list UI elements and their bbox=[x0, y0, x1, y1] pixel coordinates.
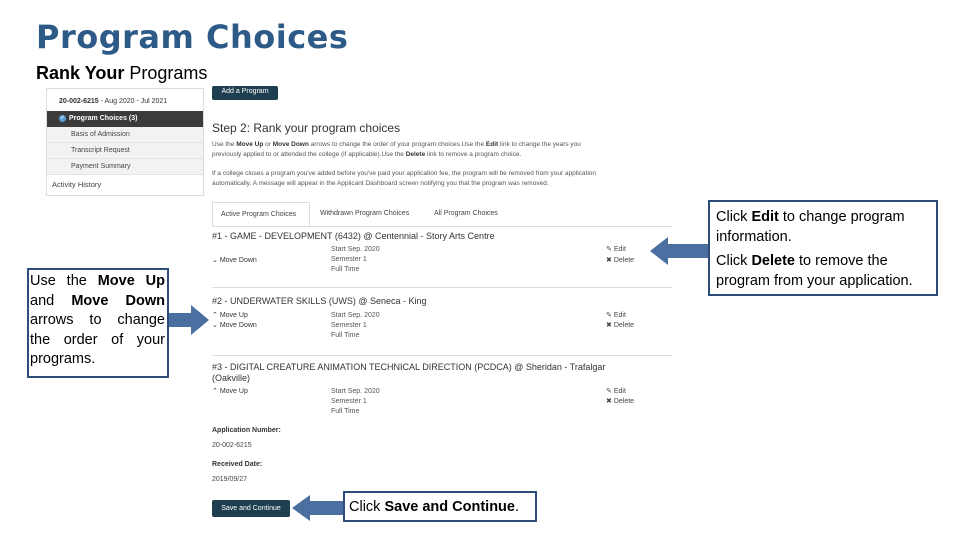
step-title: Step 2: Rank your program choices bbox=[212, 121, 401, 135]
callout-save: Click Save and Continue. bbox=[343, 491, 537, 522]
chevron-down-icon: ⌄ bbox=[212, 257, 218, 264]
tab-withdrawn-program-choices[interactable]: Withdrawn Program Choices bbox=[320, 210, 410, 217]
program-3-delete[interactable]: ✖ Delete bbox=[606, 398, 635, 405]
sidebar-item-label: Activity History bbox=[52, 180, 102, 189]
chevron-up-icon: ⌃ bbox=[212, 388, 218, 395]
note-line-1: If a college closes a program you've added before you've paid your application fee, the program will be removed from your application bbox=[212, 170, 597, 177]
add-program-button[interactable]: Add a Program bbox=[212, 86, 278, 100]
save-and-continue-button[interactable]: Save and Continue bbox=[212, 500, 290, 517]
program-2-edit[interactable]: ✎ Edit bbox=[606, 312, 626, 319]
program-2-move-down[interactable]: ⌄ Move Down bbox=[212, 322, 257, 329]
tab-all-program-choices[interactable]: All Program Choices bbox=[434, 210, 498, 217]
callout-delete-text: Click Delete to remove the program from your application. bbox=[716, 253, 913, 289]
program-3-title-line-1: #3 - DIGITAL CREATURE ANIMATION TECHNICAL DIRECTION (PCDCA) @ Sheridan - Trafalgar bbox=[212, 362, 606, 372]
subtitle-bold: Rank Your bbox=[36, 63, 125, 83]
close-icon: ✖ bbox=[606, 257, 612, 264]
program-3-title-line-2: (Oakville) bbox=[212, 373, 251, 383]
edit-icon: ✎ bbox=[606, 312, 612, 319]
received-date-label: Received Date: bbox=[212, 461, 263, 468]
application-number-value: 20-002-6215 bbox=[212, 442, 252, 449]
tab-active-program-choices[interactable]: Active Program Choices bbox=[212, 202, 310, 226]
callout-edit-text: Click Edit to change program information. bbox=[716, 209, 905, 245]
edit-icon: ✎ bbox=[606, 246, 612, 253]
note-line-2: automatically. A message will appear in the Applicant Dashboard screen notifying you that the program was removed. bbox=[212, 180, 549, 187]
check-icon: ✓ bbox=[60, 114, 65, 121]
sidebar-item-label: Basis of Admission bbox=[71, 131, 130, 138]
edit-icon: ✎ bbox=[606, 388, 612, 395]
program-2-details: Start Sep. 2020 Semester 1 Full Time bbox=[331, 312, 380, 339]
close-icon: ✖ bbox=[606, 398, 612, 405]
program-1-move-down[interactable]: ⌄ Move Down bbox=[212, 257, 257, 264]
arrow-left-icon bbox=[650, 237, 708, 265]
instructions-line-2: previously applied to or attended the college (if applicable).Use the Delete link to remove a program choice. bbox=[212, 151, 522, 158]
program-2-move-up[interactable]: ⌃ Move Up bbox=[212, 312, 248, 319]
sidebar-item-label: Transcript Request bbox=[71, 147, 130, 154]
sidebar-item-label: Payment Summary bbox=[71, 163, 131, 170]
slide-title: Program Choices bbox=[36, 18, 349, 56]
program-2-title: #2 - UNDERWATER SKILLS (UWS) @ Seneca - King bbox=[212, 296, 427, 306]
application-number: 20-002-6215 bbox=[59, 98, 99, 105]
chevron-up-icon: ⌃ bbox=[212, 312, 218, 319]
arrow-left-icon bbox=[292, 495, 343, 521]
program-2-delete[interactable]: ✖ Delete bbox=[606, 322, 635, 329]
close-icon: ✖ bbox=[606, 322, 612, 329]
program-1-edit[interactable]: ✎ Edit bbox=[606, 246, 626, 253]
sidebar-item-label: Program Choices (3) bbox=[69, 115, 138, 122]
received-date-value: 2019/09/27 bbox=[212, 476, 248, 483]
chevron-down-icon: ⌄ bbox=[212, 322, 218, 329]
subtitle-rest: Programs bbox=[124, 63, 208, 83]
instructions-line-1: Use the Move Up or Move Down arrows to change the order of your program choices.Use the Edit link to change the years you bbox=[212, 141, 581, 148]
program-1-details: Start Sep. 2020 Semester 1 Full Time bbox=[331, 246, 380, 273]
arrow-right-icon bbox=[169, 305, 209, 335]
program-3-edit[interactable]: ✎ Edit bbox=[606, 388, 626, 395]
program-1-delete[interactable]: ✖ Delete bbox=[606, 257, 635, 264]
program-1-title: #1 - GAME - DEVELOPMENT (6432) @ Centennial - Story Arts Centre bbox=[212, 231, 495, 241]
application-range: - Aug 2020 - Jul 2021 bbox=[98, 98, 168, 105]
program-3-details: Start Sep. 2020 Semester 1 Full Time bbox=[331, 388, 380, 415]
program-3-move-up[interactable]: ⌃ Move Up bbox=[212, 388, 248, 395]
callout-move-instructions: Use the Move Up and Move Down arrows to change the order of your programs. bbox=[27, 268, 169, 378]
application-number-label: Application Number: bbox=[212, 427, 281, 434]
